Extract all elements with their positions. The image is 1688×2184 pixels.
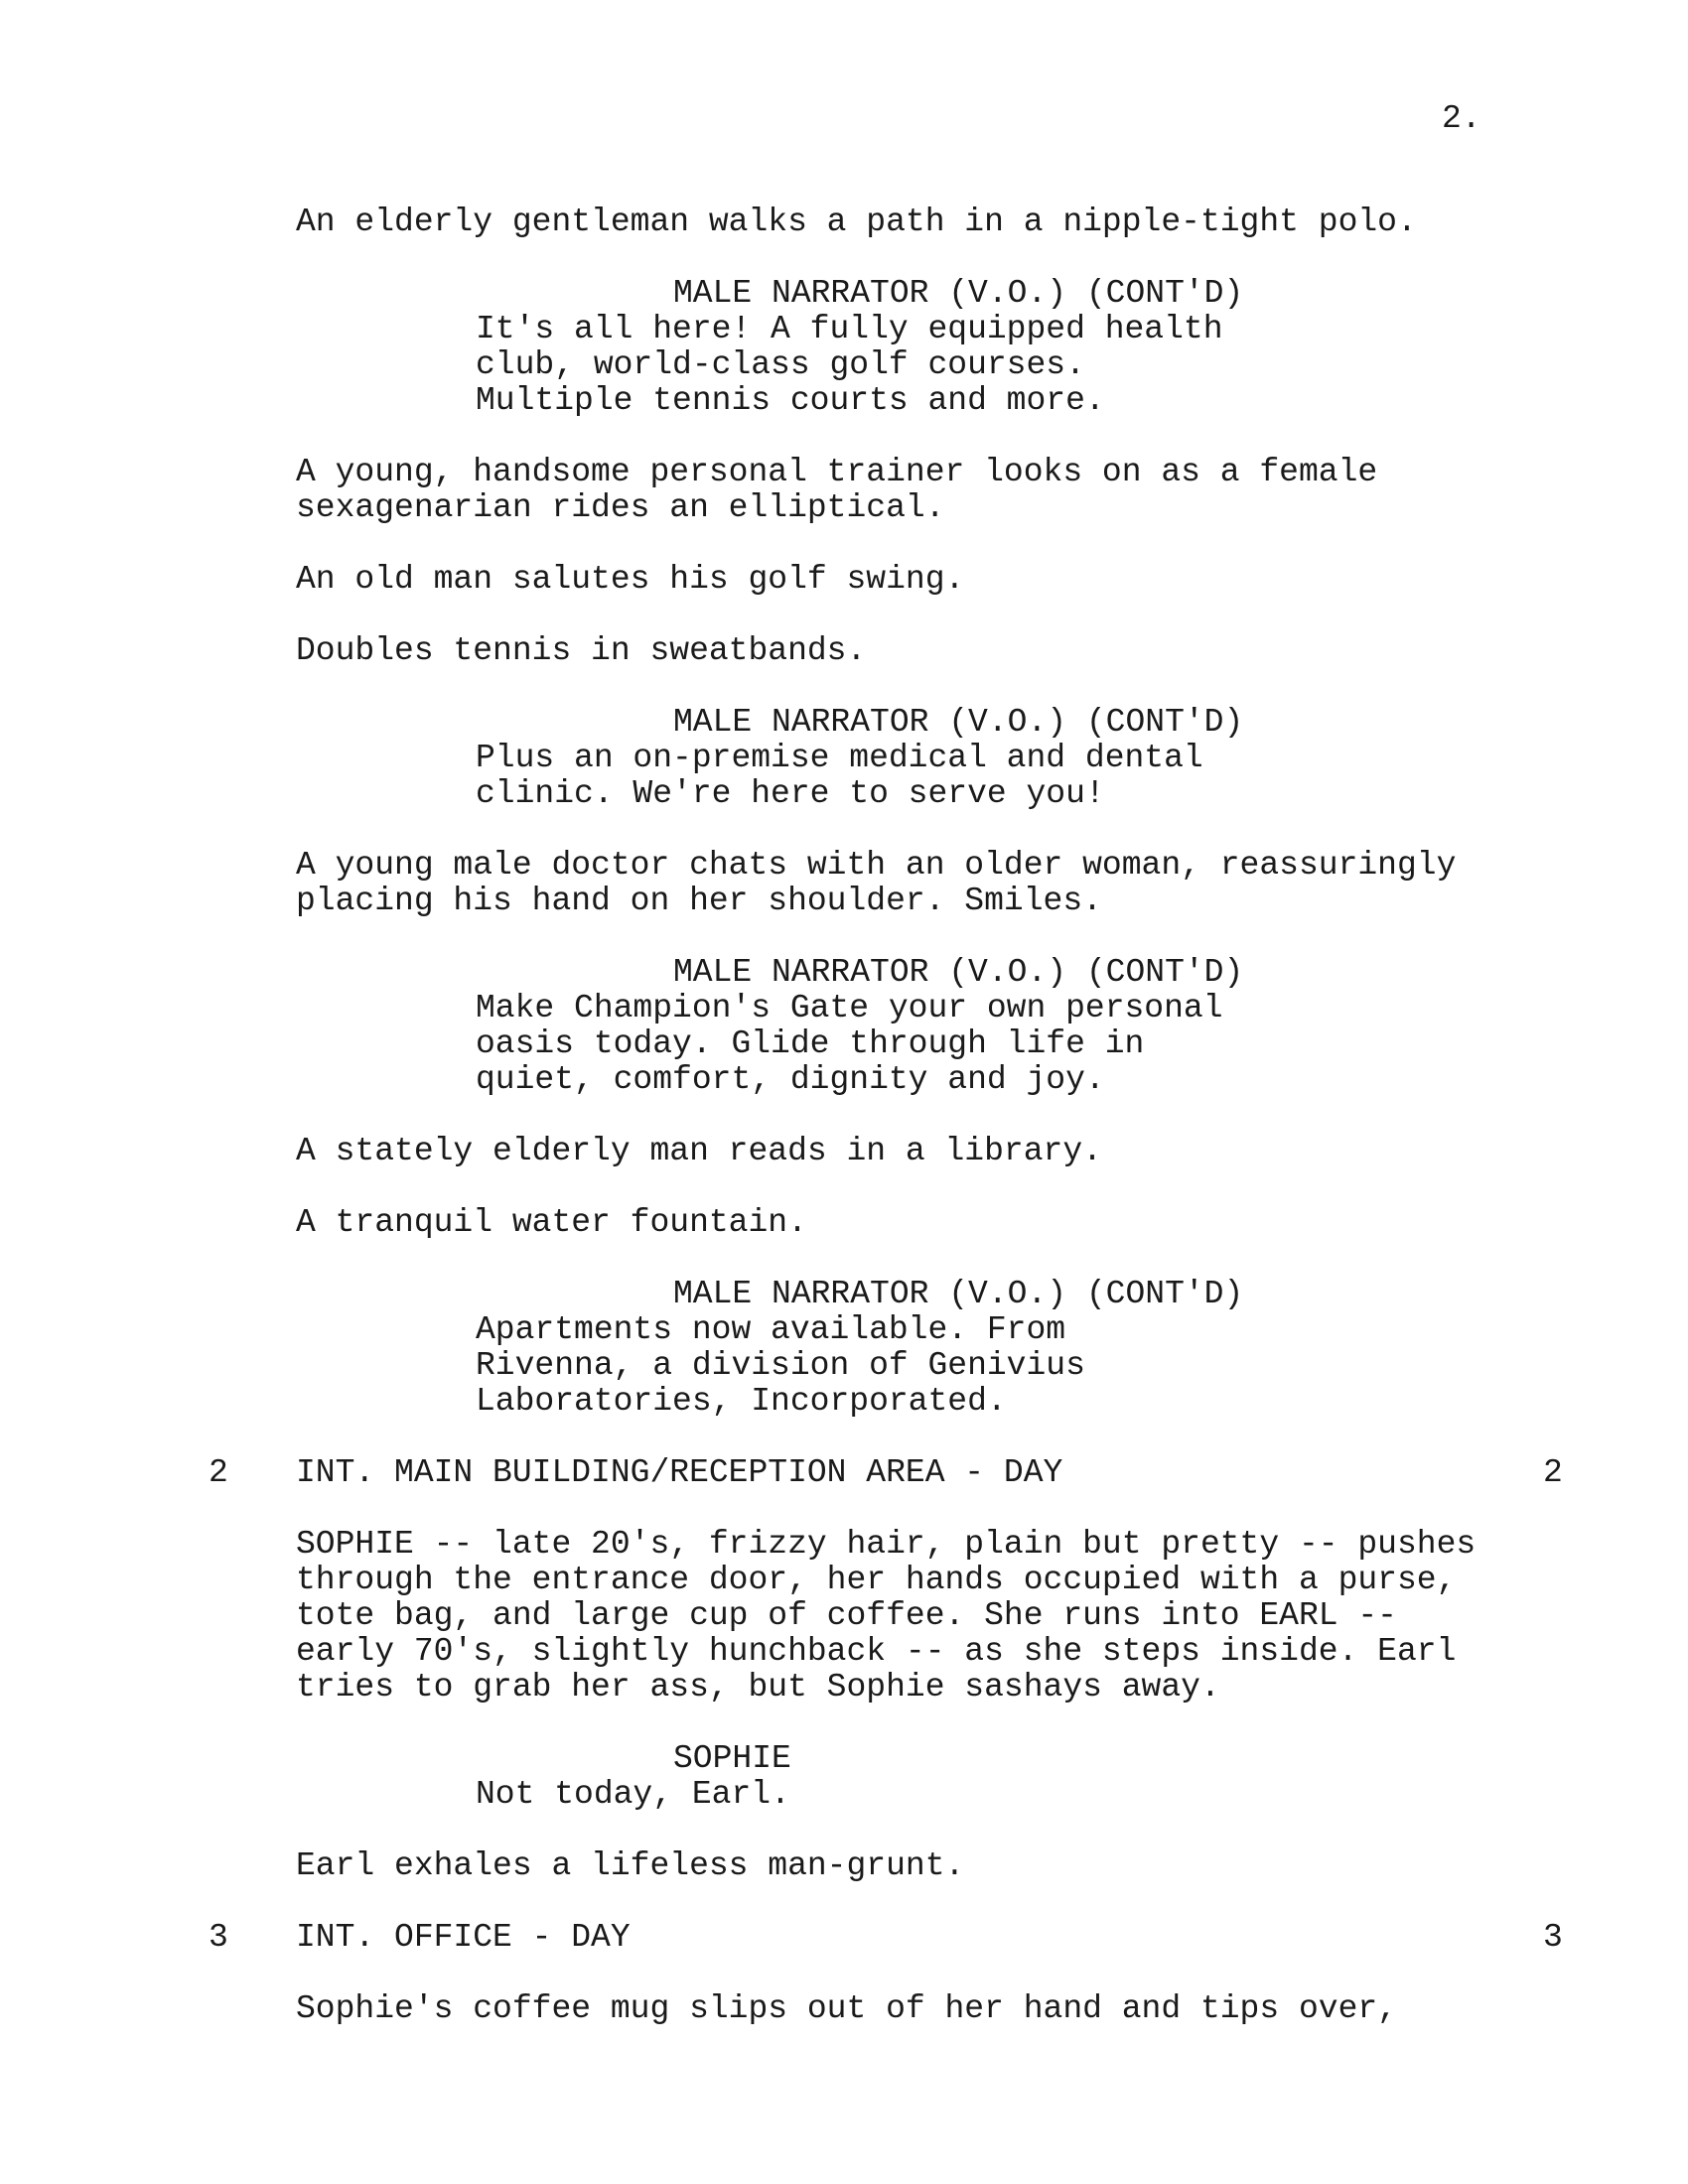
action-line: placing his hand on her shoulder. Smiles. — [296, 883, 1102, 919]
scene-heading: INT. MAIN BUILDING/RECEPTION AREA - DAY — [296, 1454, 1063, 1491]
scene-number: 2 — [209, 1454, 228, 1491]
action-line: An old man salutes his golf swing. — [296, 561, 965, 598]
dialogue-line: club, world-class golf courses. — [476, 346, 1085, 383]
action-line: early 70's, slightly hunchback -- as she steps inside. Earl — [296, 1633, 1457, 1670]
action-line: SOPHIE -- late 20's, frizzy hair, plain but pretty -- pushes — [296, 1526, 1477, 1563]
action-line: An elderly gentleman walks a path in a nipple-tight polo. — [296, 204, 1417, 240]
page-number: 2. — [1442, 100, 1481, 137]
dialogue-line: Apartments now available. From — [476, 1311, 1066, 1348]
dialogue-line: It's all here! A fully equipped health — [476, 311, 1223, 347]
scene-number: 2 — [1543, 1454, 1563, 1491]
character-cue: MALE NARRATOR (V.O.) (CONT'D) — [673, 275, 1244, 312]
dialogue-line: Not today, Earl. — [476, 1776, 790, 1813]
dialogue-line: Make Champion's Gate your own personal — [476, 990, 1223, 1026]
action-line: A stately elderly man reads in a library. — [296, 1133, 1102, 1169]
character-cue: MALE NARRATOR (V.O.) (CONT'D) — [673, 704, 1244, 741]
action-line: A young male doctor chats with an older woman, reassuringly — [296, 847, 1457, 884]
dialogue-line: clinic. We're here to serve you! — [476, 775, 1105, 812]
action-line: A young, handsome personal trainer looks on as a female — [296, 454, 1378, 490]
dialogue-line: Laboratories, Incorporated. — [476, 1383, 1007, 1420]
dialogue-line: Rivenna, a division of Genivius — [476, 1347, 1085, 1384]
action-line: tries to grab her ass, but Sophie sashays away. — [296, 1669, 1220, 1706]
dialogue-line: oasis today. Glide through life in — [476, 1025, 1145, 1062]
action-line: sexagenarian rides an elliptical. — [296, 489, 945, 526]
action-line: Doubles tennis in sweatbands. — [296, 632, 867, 669]
action-line: tote bag, and large cup of coffee. She runs into EARL -- — [296, 1597, 1397, 1634]
dialogue-line: Plus an on-premise medical and dental — [476, 740, 1203, 776]
action-line: A tranquil water fountain. — [296, 1204, 807, 1241]
action-line: through the entrance door, her hands occupied with a purse, — [296, 1562, 1457, 1598]
scene-heading: INT. OFFICE - DAY — [296, 1919, 631, 1956]
action-line: Earl exhales a lifeless man-grunt. — [296, 1847, 965, 1884]
character-cue: MALE NARRATOR (V.O.) (CONT'D) — [673, 954, 1244, 991]
action-line: Sophie's coffee mug slips out of her hand and tips over, — [296, 1990, 1397, 2027]
dialogue-line: Multiple tennis courts and more. — [476, 382, 1105, 419]
scene-number: 3 — [209, 1919, 228, 1956]
character-cue: SOPHIE — [673, 1740, 791, 1777]
scene-number: 3 — [1543, 1919, 1563, 1956]
dialogue-line: quiet, comfort, dignity and joy. — [476, 1061, 1105, 1098]
character-cue: MALE NARRATOR (V.O.) (CONT'D) — [673, 1276, 1244, 1312]
